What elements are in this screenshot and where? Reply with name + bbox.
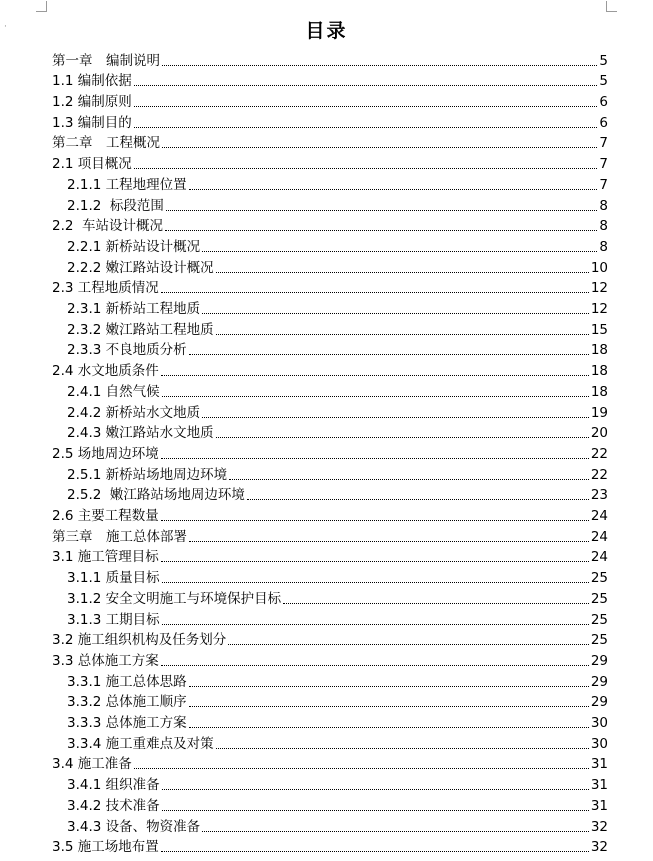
- toc-entry-title: 2.3.2 嫩江路站工程地质: [67, 321, 214, 338]
- toc-leader-dots: [134, 167, 598, 169]
- toc-entry-page: 6: [599, 94, 608, 111]
- toc-leader-dots: [161, 291, 589, 293]
- toc-entry-title: 2.4.2 新桥站水文地质: [67, 404, 201, 421]
- toc-entry-title: 2.1.2 标段范围: [67, 197, 164, 214]
- toc-entry-title: 3.3.1 施工总体思路: [67, 673, 187, 690]
- toc-entry[interactable]: [67, 587, 608, 608]
- toc-leader-dots: [162, 146, 597, 148]
- toc-leader-dots: [134, 767, 589, 769]
- toc-entry[interactable]: [67, 774, 608, 795]
- toc-entry-page: 15: [590, 321, 608, 338]
- toc-leader-dots: [247, 498, 589, 500]
- toc-entry-page: 29: [590, 652, 608, 669]
- toc-entry-title: 1.2 编制原则: [52, 94, 132, 111]
- toc-entry-page: 12: [590, 301, 608, 318]
- toc-entry-page: 31: [590, 797, 608, 814]
- toc-entry-title: 2.2 车站设计概况: [52, 218, 164, 235]
- toc-leader-dots: [161, 519, 589, 521]
- toc-entry[interactable]: [52, 111, 608, 132]
- toc-entry-page: 8: [599, 218, 608, 235]
- toc-entry[interactable]: [67, 339, 608, 360]
- toc-entry-page: 22: [590, 445, 608, 462]
- toc-leader-dots: [162, 64, 597, 66]
- toc-entry[interactable]: [52, 215, 608, 236]
- toc-leader-dots: [162, 788, 589, 790]
- toc-entry-title: 3.3.2 总体施工顺序: [67, 694, 187, 711]
- toc-entry[interactable]: [52, 90, 608, 111]
- toc-leader-dots: [162, 809, 589, 811]
- toc-entry-page: 23: [590, 487, 608, 504]
- toc-entry-page: 24: [590, 508, 608, 525]
- toc-entry-page: 25: [590, 611, 608, 628]
- toc-entry[interactable]: [67, 256, 608, 277]
- toc-entry-title: 3.1 施工管理目标: [52, 549, 159, 566]
- toc-entry-page: 8: [599, 238, 608, 255]
- toc-leader-dots: [189, 188, 598, 190]
- toc-entry-title: 3.4.2 技术准备: [67, 797, 160, 814]
- toc-entry-page: 31: [590, 777, 608, 794]
- toc-entry-page: 20: [590, 425, 608, 442]
- toc-entry[interactable]: [52, 546, 608, 567]
- toc-entry[interactable]: [67, 235, 608, 256]
- toc-leader-dots: [161, 850, 589, 852]
- toc-entry-title: 第一章 编制说明: [52, 52, 160, 69]
- toc-entry[interactable]: [67, 401, 608, 422]
- toc-entry[interactable]: [52, 649, 608, 670]
- toc-entry[interactable]: [67, 380, 608, 401]
- toc-leader-dots: [189, 540, 589, 542]
- toc-entry-page: 7: [599, 176, 608, 193]
- toc-leader-dots: [189, 705, 589, 707]
- toc-entry[interactable]: [52, 360, 608, 381]
- toc-entry-page: 10: [590, 259, 608, 276]
- toc-entry-page: 30: [590, 715, 608, 732]
- toc-entry[interactable]: [67, 794, 608, 815]
- toc-entry-page: 19: [590, 404, 608, 421]
- toc-entry-page: 24: [590, 549, 608, 566]
- toc-leader-dots: [216, 271, 589, 273]
- toc-leader-dots: [283, 602, 589, 604]
- toc-entry-title: 3.4 施工准备: [52, 756, 132, 773]
- toc-entry-page: 18: [590, 363, 608, 380]
- toc-entry-title: 2.2.1 新桥站设计概况: [67, 238, 201, 255]
- toc-leader-dots: [162, 581, 589, 583]
- toc-entry-title: 第三章 施工总体部署: [52, 528, 187, 545]
- toc-leader-dots: [202, 416, 589, 418]
- toc-leader-dots: [202, 250, 597, 252]
- toc-entry-page: 7: [599, 135, 608, 152]
- toc-leader-dots: [134, 84, 598, 86]
- toc-entry-title: 3.5 施工场地布置: [52, 839, 159, 856]
- toc-entry[interactable]: [67, 691, 608, 712]
- toc-leader-dots: [202, 830, 589, 832]
- toc-entry-title: 2.4.3 嫩江路站水文地质: [67, 425, 214, 442]
- toc-leader-dots: [162, 623, 589, 625]
- toc-entry-title: 2.3.1 新桥站工程地质: [67, 301, 201, 318]
- toc-entry-title: 第二章 工程概况: [52, 135, 160, 152]
- toc-entry-page: 29: [590, 694, 608, 711]
- toc-leader-dots: [161, 560, 589, 562]
- toc-entry[interactable]: [67, 711, 608, 732]
- toc-leader-dots: [189, 726, 589, 728]
- toc-entry[interactable]: [52, 504, 608, 525]
- toc-entry-page: 29: [590, 673, 608, 690]
- toc-entry-page: 32: [590, 839, 608, 856]
- toc-leader-dots: [134, 105, 598, 107]
- toc-entry-title: 3.1.1 质量目标: [67, 570, 160, 587]
- toc-entry-page: 6: [599, 114, 608, 131]
- toc-entry[interactable]: [67, 422, 608, 443]
- toc-entry[interactable]: [52, 132, 608, 153]
- toc-entry-title: 2.3.3 不良地质分析: [67, 342, 187, 359]
- toc-leader-dots: [161, 664, 589, 666]
- toc-entry-title: 2.5.2 嫩江路站场地周边环境: [67, 487, 245, 504]
- toc-entry[interactable]: [67, 463, 608, 484]
- toc-entry[interactable]: [52, 70, 608, 91]
- toc-entry-page: 18: [590, 383, 608, 400]
- toc-entry-title: 3.1.3 工期目标: [67, 611, 160, 628]
- toc-entry-title: 3.4.3 设备、物资准备: [67, 818, 201, 835]
- toc-leader-dots: [228, 643, 589, 645]
- toc-leader-dots: [162, 395, 589, 397]
- toc-leader-dots: [202, 312, 589, 314]
- toc-entry[interactable]: [67, 815, 608, 836]
- toc-entry[interactable]: [52, 753, 608, 774]
- toc-entry[interactable]: [67, 297, 608, 318]
- toc-entry-page: 5: [599, 52, 608, 69]
- toc-leader-dots: [165, 229, 597, 231]
- toc-entry-title: 2.2.2 嫩江路站设计概况: [67, 259, 214, 276]
- toc-entry-title: 2.3 工程地质情况: [52, 280, 159, 297]
- toc-entry[interactable]: [67, 670, 608, 691]
- toc-entry-page: 5: [599, 73, 608, 90]
- toc-entry[interactable]: [67, 567, 608, 588]
- page-corner-mark-left: [36, 1, 47, 12]
- toc-entry-page: 25: [590, 590, 608, 607]
- toc-entry-page: 18: [590, 342, 608, 359]
- toc-entry-title: 3.3.3 总体施工方案: [67, 715, 187, 732]
- toc-entry-title: 1.1 编制依据: [52, 73, 132, 90]
- toc-entry-page: 25: [590, 632, 608, 649]
- toc-entry-page: 32: [590, 818, 608, 835]
- toc-entry-title: 2.5 场地周边环境: [52, 445, 159, 462]
- toc-entry-page: 31: [590, 756, 608, 773]
- toc-entry[interactable]: [67, 194, 608, 215]
- toc-entry-page: 8: [599, 197, 608, 214]
- toc-leader-dots: [216, 436, 589, 438]
- toc-entry-title: 2.5.1 新桥站场地周边环境: [67, 466, 228, 483]
- toc-entry-page: 22: [590, 466, 608, 483]
- toc-entry-title: 3.4.1 组织准备: [67, 777, 160, 794]
- toc-entry-page: 24: [590, 528, 608, 545]
- toc-entry[interactable]: [67, 173, 608, 194]
- toc-leader-dots: [229, 478, 589, 480]
- toc-entry-title: 2.4 水文地质条件: [52, 363, 159, 380]
- toc-entry-page: 7: [599, 156, 608, 173]
- toc-leader-dots: [189, 353, 589, 355]
- toc-leader-dots: [216, 747, 589, 749]
- toc-entry-title: 1.3 编制目的: [52, 114, 132, 131]
- toc-entry[interactable]: [52, 836, 608, 857]
- toc-leader-dots: [166, 209, 597, 211]
- toc-entry[interactable]: [67, 732, 608, 753]
- toc-entry[interactable]: [67, 484, 608, 505]
- toc-entry[interactable]: [67, 318, 608, 339]
- paragraph-mark-icon: ·: [4, 22, 7, 32]
- toc-entry[interactable]: [52, 442, 608, 463]
- toc-leader-dots: [161, 374, 589, 376]
- toc-entry[interactable]: [52, 525, 608, 546]
- toc-leader-dots: [216, 333, 589, 335]
- toc-entry[interactable]: [52, 629, 608, 650]
- page-corner-mark-right: [606, 1, 617, 12]
- toc-leader-dots: [189, 685, 589, 687]
- toc-entry-title: 2.6 主要工程数量: [52, 508, 159, 525]
- toc-entry[interactable]: [52, 277, 608, 298]
- toc-entry-page: 12: [590, 280, 608, 297]
- toc-entry-page: 30: [590, 735, 608, 752]
- toc-entry-title: 3.3 总体施工方案: [52, 652, 159, 669]
- toc-entry-title: 2.1 项目概况: [52, 156, 132, 173]
- toc-entry[interactable]: [52, 49, 608, 70]
- page-title: 目录: [305, 20, 348, 42]
- toc-entry-title: 3.2 施工组织机构及任务划分: [52, 632, 227, 649]
- toc-entry[interactable]: [52, 153, 608, 174]
- toc-entry-page: 25: [590, 570, 608, 587]
- toc-entry-title: 3.1.2 安全文明施工与环境保护目标: [67, 590, 282, 607]
- toc-entry[interactable]: [67, 608, 608, 629]
- toc-entry-title: 3.3.4 施工重难点及对策: [67, 735, 214, 752]
- toc-entry-title: 2.1.1 工程地理位置: [67, 176, 187, 193]
- toc-leader-dots: [161, 457, 589, 459]
- toc-leader-dots: [134, 126, 598, 128]
- toc-entry-title: 2.4.1 自然气候: [67, 383, 160, 400]
